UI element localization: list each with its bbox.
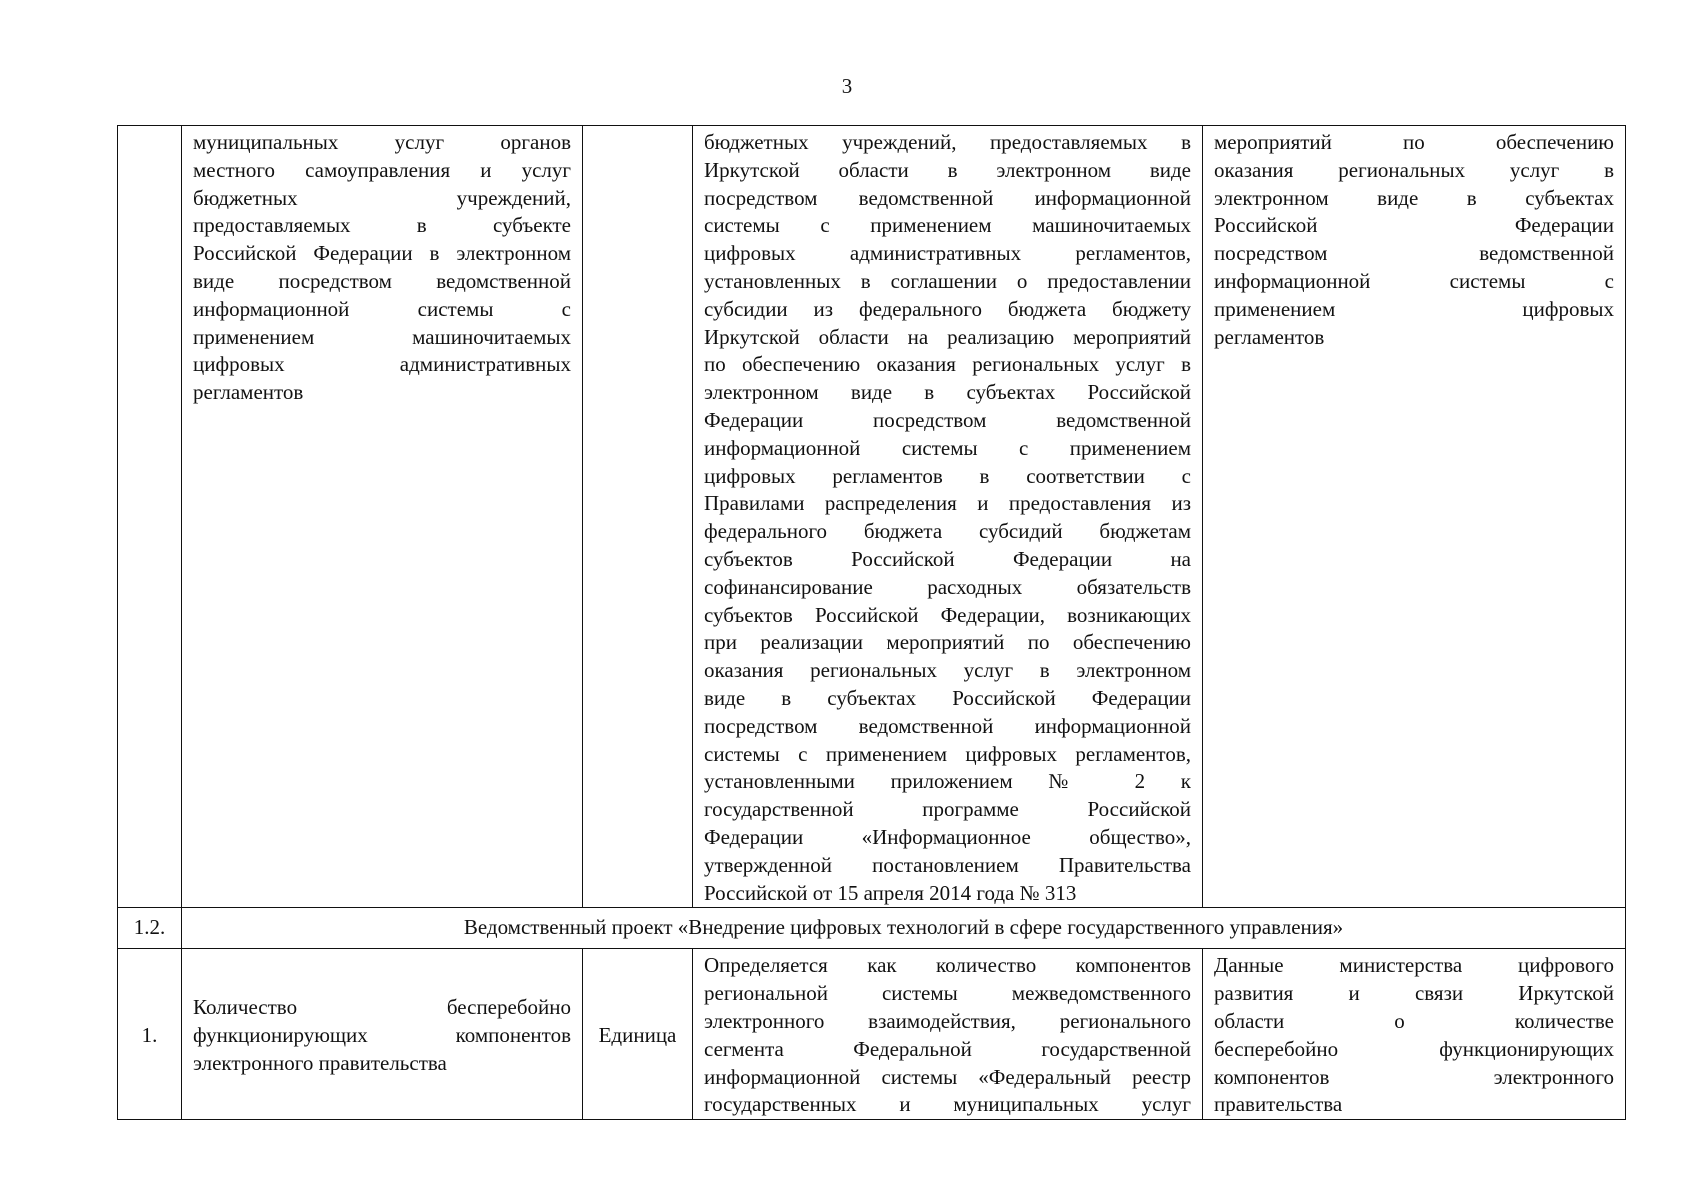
- text-line: виде в субъектах Российской Федерации: [704, 685, 1191, 710]
- text-line: Правилами распределения и предоставления из: [704, 491, 1191, 516]
- text-line: Российской Федерации: [1214, 213, 1614, 238]
- data-source-cell: [1203, 949, 1626, 1120]
- unit-cell: Единица: [583, 949, 693, 1120]
- text-line: субъектов Российской Федерации на: [704, 546, 1191, 571]
- text-line: области о количестве: [1214, 1008, 1614, 1033]
- text-line: применением машиночитаемых: [193, 324, 571, 349]
- section-number-cell: 1.2.: [118, 908, 182, 949]
- text-line: установленными приложением № 2 к: [704, 769, 1191, 794]
- text-line: Определяется как количество компонентов: [704, 953, 1191, 978]
- text-line: сегмента Федеральной государственной: [704, 1036, 1191, 1061]
- text-line: оказания региональных услуг в электронном: [704, 658, 1191, 683]
- text-line: Иркутской области в электронном виде: [704, 157, 1191, 182]
- data-source-text: [1214, 129, 1614, 351]
- text-line: посредством ведомственной информационной: [704, 713, 1191, 738]
- calculation-method-cell: [693, 949, 1203, 1120]
- data-source-text: [1214, 952, 1614, 1119]
- text-line: бесперебойно функционирующих: [1214, 1036, 1614, 1061]
- text-line: федерального бюджета субсидий бюджетам: [704, 519, 1191, 544]
- text-line: Федерации посредством ведомственной: [704, 407, 1191, 432]
- text-line: Российской от 15 апреля 2014 года № 313: [704, 880, 1077, 905]
- text-line: муниципальных услуг органов: [193, 130, 571, 154]
- text-line: предоставляемых в субъекте: [193, 213, 571, 238]
- text-line: регламентов: [1214, 324, 1325, 349]
- indicator-name-cell: [182, 949, 583, 1120]
- text-line: информационной системы с: [193, 296, 571, 321]
- text-line: электронного правительства: [193, 1050, 447, 1075]
- text-line: мероприятий по обеспечению: [1214, 130, 1614, 154]
- text-line: применением цифровых: [1214, 296, 1614, 321]
- text-line: субсидии из федерального бюджета бюджету: [704, 296, 1191, 321]
- calculation-method-text: [704, 129, 1191, 907]
- indicator-table: [117, 125, 1626, 1120]
- text-line: софинансирование расходных обязательств: [704, 574, 1191, 599]
- text-line: цифровых регламентов в соответствии с: [704, 463, 1191, 488]
- text-line: установленных в соглашении о предоставлении: [704, 268, 1191, 293]
- row-number-cell: 1.: [118, 949, 182, 1120]
- text-line: регламентов: [193, 380, 304, 405]
- text-line: субъектов Российской Федерации, возникающих: [704, 602, 1191, 627]
- text-line: Федерации «Информационное общество»,: [704, 824, 1191, 849]
- text-line: цифровых административных регламентов,: [704, 241, 1191, 266]
- row-number-cell: [118, 126, 182, 908]
- text-line: бюджетных учреждений, предоставляемых в: [704, 130, 1191, 154]
- indicator-name-cell: [182, 126, 583, 908]
- text-line: государственных и муниципальных услуг: [704, 1092, 1191, 1117]
- text-line: местного самоуправления и услуг: [193, 157, 571, 182]
- text-line: функционирующих компонентов: [193, 1022, 571, 1047]
- text-line: электронном виде в субъектах: [1214, 185, 1614, 210]
- text-line: электронного взаимодействия, регионального: [704, 1008, 1191, 1033]
- text-line: Количество бесперебойно: [193, 995, 571, 1019]
- text-line: Иркутской области на реализацию мероприятий: [704, 324, 1191, 349]
- text-line: электронном виде в субъектах Российской: [704, 380, 1191, 405]
- text-line: бюджетных учреждений,: [193, 185, 571, 210]
- indicator-name-text: [193, 994, 571, 1077]
- text-line: по обеспечению оказания региональных услуг в: [704, 352, 1191, 377]
- text-line: при реализации мероприятий по обеспечению: [704, 630, 1191, 655]
- text-line: утвержденной постановлением Правительства: [704, 852, 1191, 877]
- text-line: информационной системы с применением: [704, 435, 1191, 460]
- text-line: посредством ведомственной: [1214, 241, 1614, 266]
- text-line: правительства: [1214, 1092, 1343, 1117]
- text-line: оказания региональных услуг в: [1214, 157, 1614, 182]
- text-line: информационной системы «Федеральный реестр: [704, 1064, 1191, 1089]
- indicator-name-text: [193, 129, 571, 407]
- calculation-method-text: [704, 952, 1191, 1119]
- text-line: виде посредством ведомственной: [193, 268, 571, 293]
- text-line: системы с применением цифровых регламентов,: [704, 741, 1191, 766]
- text-line: информационной системы с: [1214, 268, 1614, 293]
- table-row-continued: [118, 126, 1626, 908]
- section-title-cell: Ведомственный проект «Внедрение цифровых технологий в сфере государственного управления»: [182, 908, 1626, 949]
- text-line: развития и связи Иркутской: [1214, 981, 1614, 1006]
- text-line: региональной системы межведомственного: [704, 981, 1191, 1006]
- text-line: посредством ведомственной информационной: [704, 185, 1191, 210]
- page-number: 3: [841, 74, 853, 98]
- calculation-method-cell: [693, 126, 1203, 908]
- text-line: Данные министерства цифрового: [1214, 953, 1614, 978]
- text-line: системы с применением машиночитаемых: [704, 213, 1191, 238]
- text-line: государственной программе Российской: [704, 797, 1191, 822]
- text-line: Российской Федерации в электронном: [193, 241, 571, 266]
- text-line: компонентов электронного: [1214, 1064, 1614, 1089]
- unit-cell: [583, 126, 693, 908]
- table-row-section: [118, 908, 1626, 949]
- text-line: цифровых административных: [193, 352, 571, 377]
- table-row: [118, 949, 1626, 1120]
- data-source-cell: [1203, 126, 1626, 908]
